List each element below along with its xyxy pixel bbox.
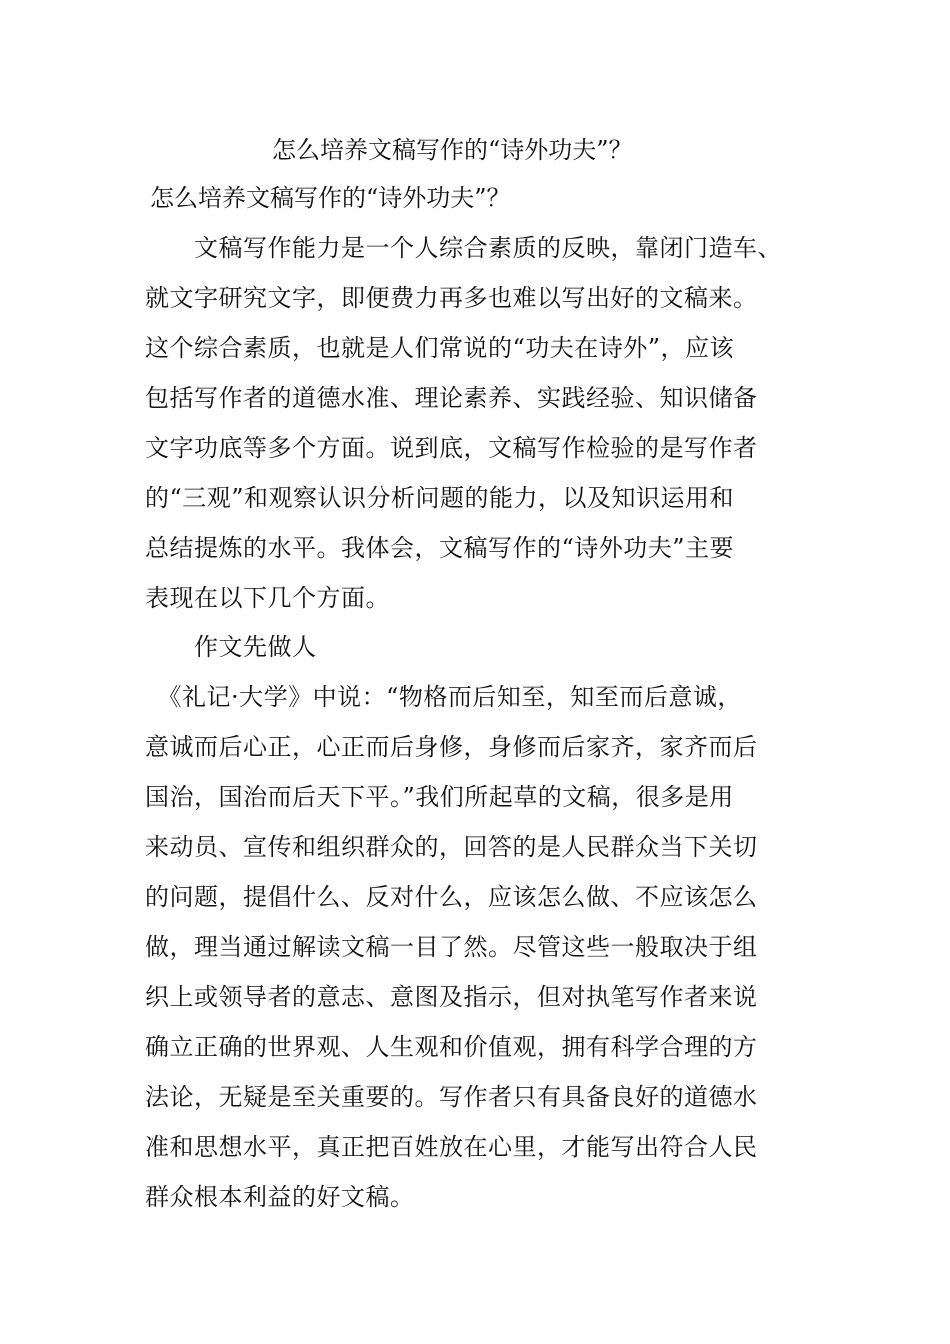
paragraph-2-line-8: 确立正确的世界观、人生观和价值观，拥有科学合理的方 [145,1033,758,1061]
paragraph-1-line-2: 就文字研究文字，即便费力再多也难以写出好的文稿来。 [145,284,758,312]
paragraph-2-line-10: 准和思想水平，真正把百姓放在心里，才能写出符合人民 [145,1133,758,1161]
section-heading: 作文先做人 [145,633,317,661]
paragraph-2-line-7: 织上或领导者的意志、意图及指示，但对执笔写作者来说 [145,983,758,1011]
paragraph-2-line-9: 法论，无疑是至关重要的。写作者只有具备良好的道德水 [145,1083,758,1111]
document-subtitle: 怎么培养文稿写作的“诗外功夫”？ [150,184,511,212]
paragraph-2-line-11: 群众根本利益的好文稿。 [145,1183,415,1211]
paragraph-1-line-3: 这个综合素质，也就是人们常说的“功夫在诗外”，应该 [145,334,735,362]
paragraph-2-line-3: 国治，国治而后天下平。”我们所起草的文稿，很多是用 [145,783,734,811]
paragraph-1-line-1: 文稿写作能力是一个人综合素质的反映，靠闭门造车、 [145,234,782,262]
paragraph-1-line-6: 的“三观”和观察认识分析问题的能力，以及知识运用和 [145,484,735,512]
paragraph-2-line-2: 意诚而后心正，心正而后身修，身修而后家齐，家齐而后 [145,733,758,761]
paragraph-2-line-4: 来动员、宣传和组织群众的，回答的是人民群众当下关切 [145,833,758,861]
paragraph-1-line-5: 文字功底等多个方面。说到底，文稿写作检验的是写作者 [145,434,758,462]
paragraph-2-line-6: 做，理当通过解读文稿一目了然。尽管这些一般取决于组 [145,933,758,961]
paragraph-1-line-8: 表现在以下几个方面。 [145,584,390,612]
paragraph-2-line-5: 的问题，提倡什么、反对什么，应该怎么做、不应该怎么 [145,883,758,911]
document-title: 怎么培养文稿写作的“诗外功夫”？ [272,136,633,164]
paragraph-1-line-7: 总结提炼的水平。我体会，文稿写作的“诗外功夫”主要 [145,534,735,562]
paragraph-1-line-4: 包括写作者的道德水准、理论素养、实践经验、知识储备 [145,384,758,412]
paragraph-2-line-1: 《礼记·大学》中说：“物格而后知至，知至而后意诚， [145,683,742,711]
